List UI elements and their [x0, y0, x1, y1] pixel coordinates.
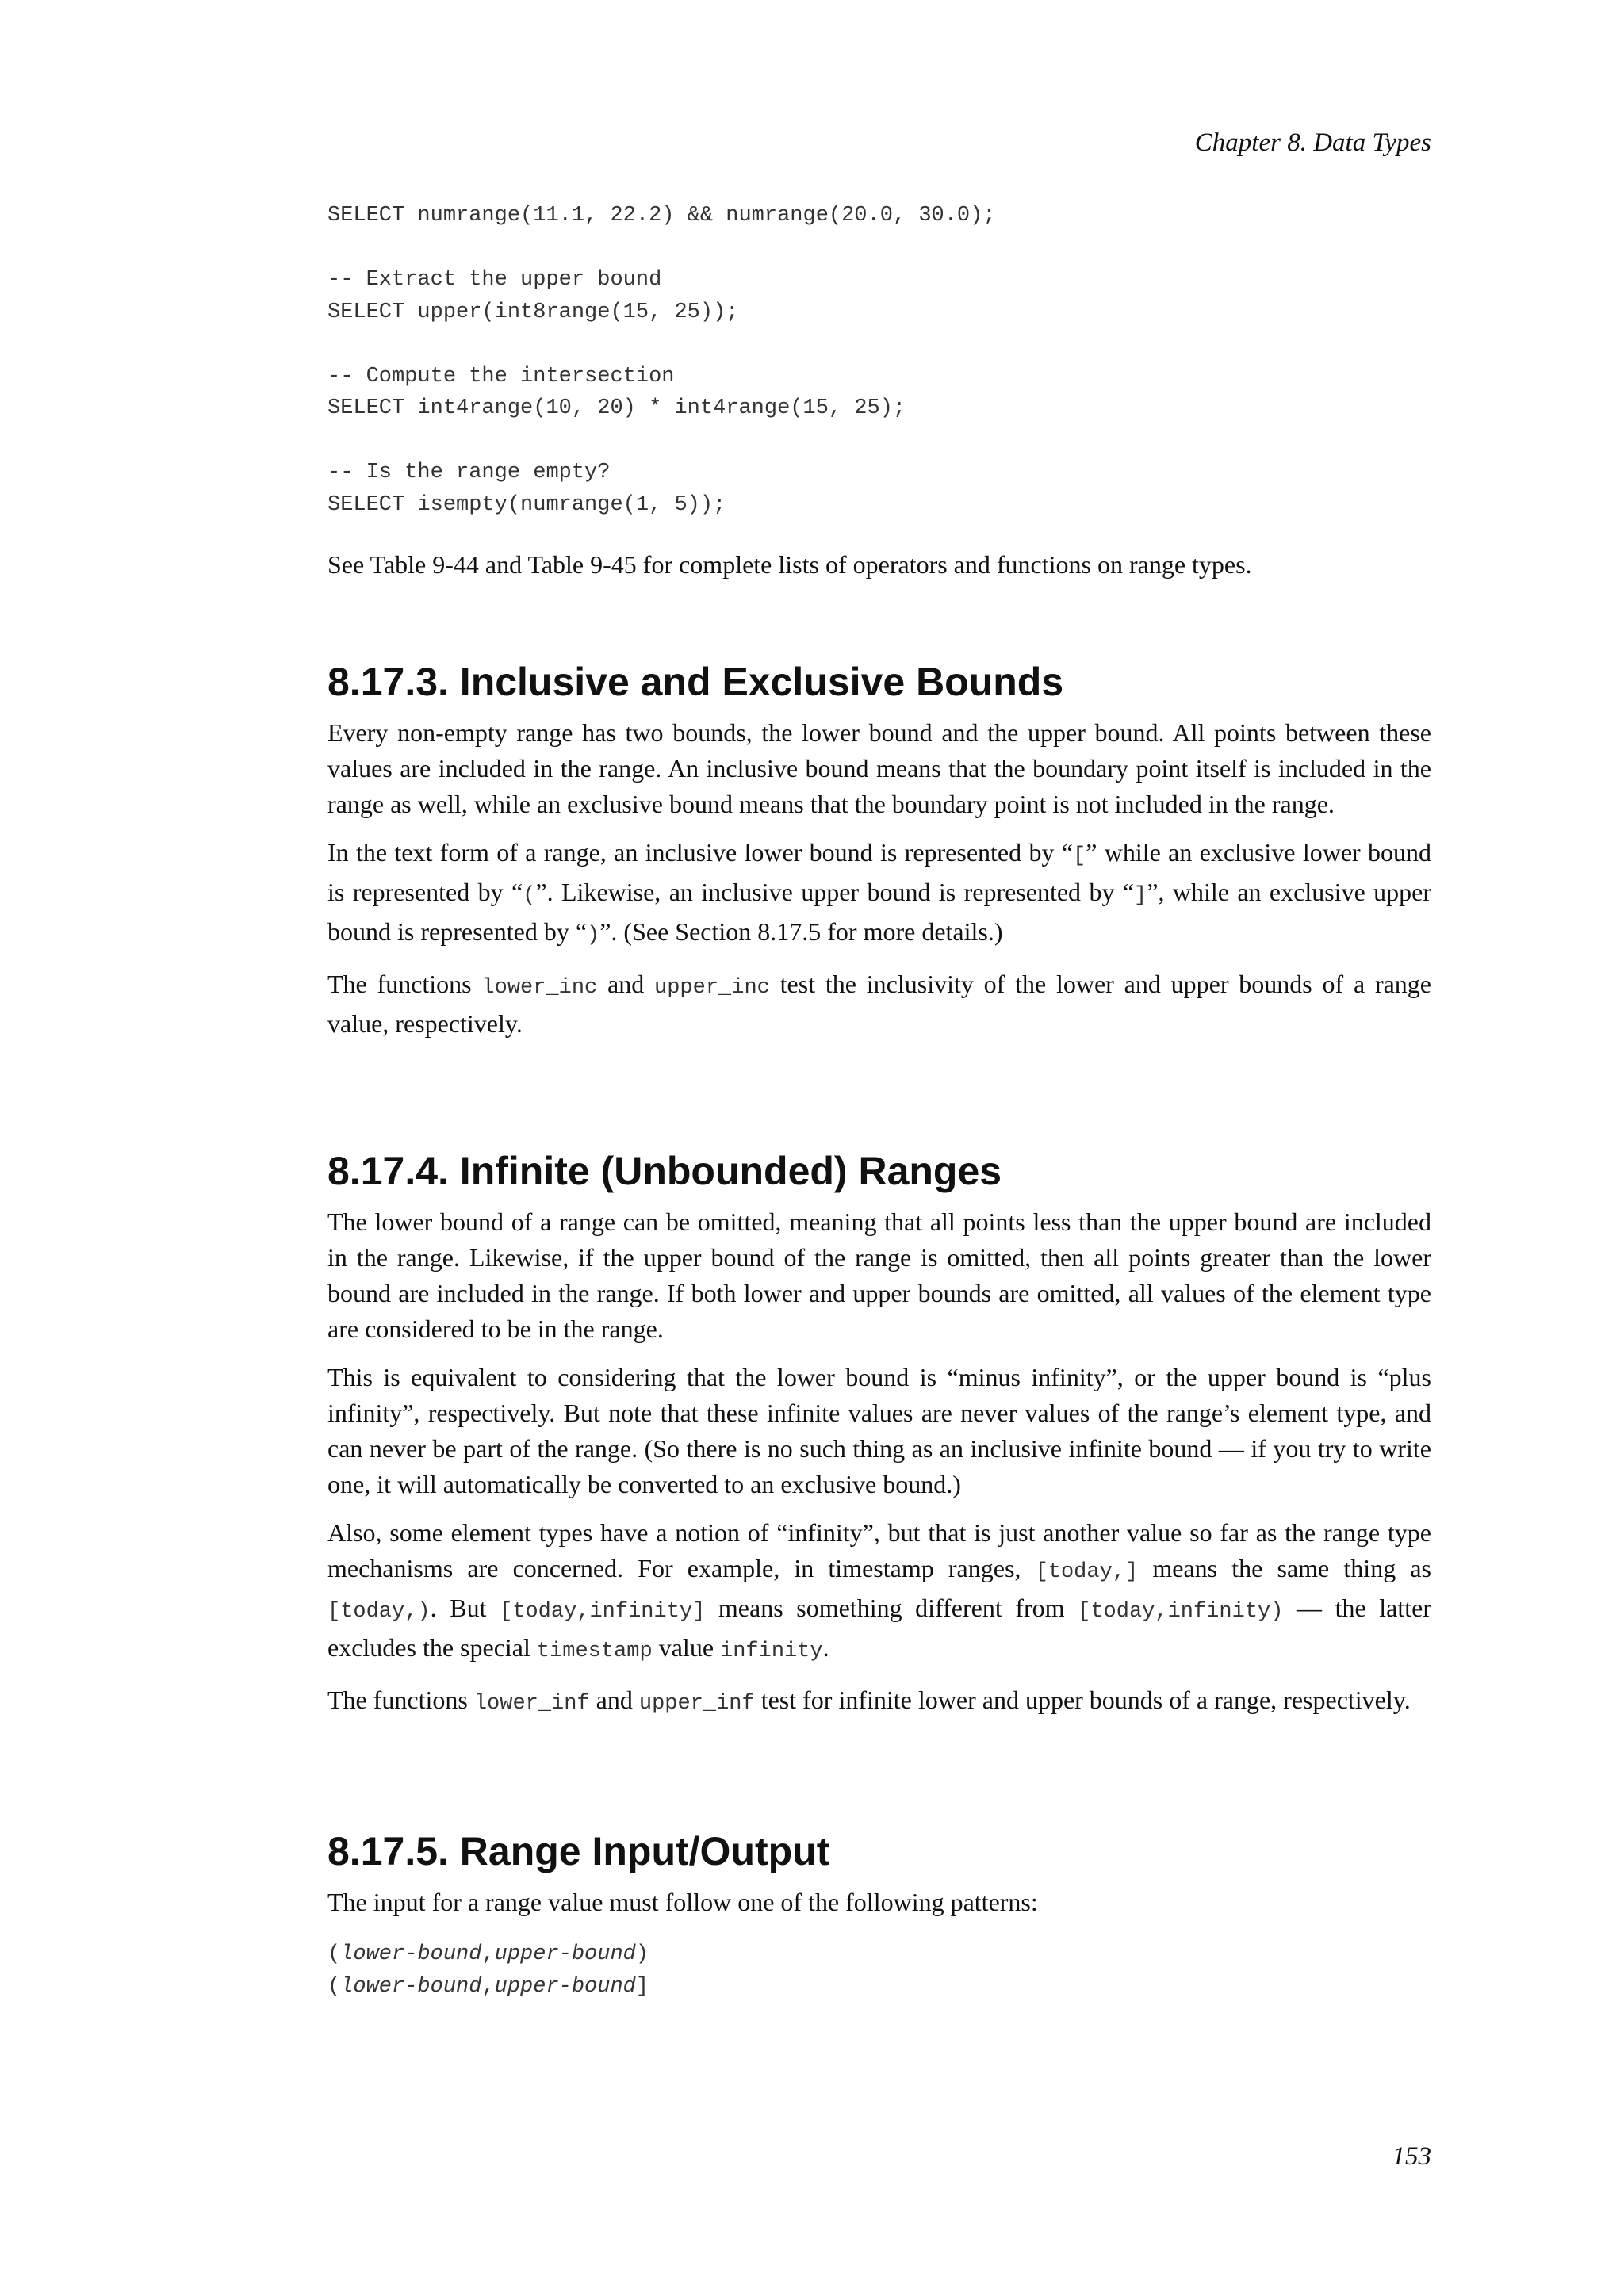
inline-code: timestamp — [536, 1640, 653, 1663]
inline-code: lower_inf — [473, 1692, 590, 1716]
section-heading: 8.17.5. Range Input/Output — [327, 1829, 830, 1873]
code-line: SELECT numrange(11.1, 22.2) && numrange(20.0, 30.0); — [327, 204, 996, 228]
paragraph: The lower bound of a range can be omitted, meaning that all points less than the upper bound are included in the range. Likewise, if the upper bound of the range is omitted, then all points greater than the lower bound are included in the range. If both lower and upper bounds are omitted, all values of the element type are considered to be in the range. — [327, 1207, 1431, 1343]
input-patterns — [327, 1942, 1431, 2007]
inline-code: ( — [523, 884, 536, 908]
section-8-17-5 — [327, 1827, 1431, 2007]
paragraph-inc-functions: The functions lower_inc and upper_inc test the inclusivity of the lower and upper bounds of a range value, respectively. — [327, 970, 1432, 1038]
code-line — [327, 425, 1431, 457]
code-line: -- Compute the intersection — [327, 364, 675, 388]
paragraph-infinity-values: Also, some element types have a notion of “infinity”, but that is just another value so far as the range type mechanisms are concerned. For example, in timestamp ranges, [today,] means the same thing as [today,). But [today,infinity] means something different from [today,infinity) — the latter excludes the special timestamp value infinity. — [327, 1518, 1432, 1663]
pattern-line: (lower-bound,upper-bound] — [327, 1975, 649, 1999]
code-line: -- Is the range empty? — [327, 461, 611, 484]
inline-code: lower_inc — [481, 976, 598, 1000]
paragraph: See Table 9-44 and Table 9-45 for complete lists of operators and functions on range types. — [327, 550, 1252, 579]
pattern-line: (lower-bound,upper-bound) — [327, 1942, 649, 1966]
code-line: SELECT isempty(numrange(1, 5)); — [327, 492, 726, 517]
running-header: Chapter 8. Data Types — [1194, 128, 1431, 157]
section-8-17-3 — [327, 658, 1431, 1042]
paragraph: Every non-empty range has two bounds, the lower bound and the upper bound. All points between these values are included in the range. An inclusive bound means that the boundary point itself is included in the range as well, while an exclusive bound means that the boundary point is not included in the range. — [327, 718, 1431, 818]
inline-code: ] — [1134, 884, 1147, 908]
code-line: SELECT upper(int8range(15, 25)); — [327, 300, 739, 324]
inline-code: [today,) — [327, 1600, 431, 1624]
inline-code: infinity — [720, 1640, 823, 1663]
section-heading: 8.17.4. Infinite (Unbounded) Ranges — [327, 1149, 1002, 1193]
code-line: -- Extract the upper bound — [327, 268, 662, 292]
inline-code: upper_inc — [654, 976, 770, 1000]
code-block — [327, 200, 1431, 521]
paragraph: The input for a range value must follow one of the following patterns: — [327, 1888, 1038, 1916]
inline-code: [today,infinity) — [1078, 1600, 1284, 1624]
inline-code: ) — [587, 924, 600, 947]
code-example — [327, 200, 1431, 521]
paragraph-inf-functions: The functions lower_inf and upper_inf test for infinite lower and upper bounds of a range, respectively. — [327, 1686, 1411, 1716]
section-heading: 8.17.3. Inclusive and Exclusive Bounds — [327, 660, 1064, 704]
inline-code: upper_inf — [638, 1692, 755, 1716]
page-number: 153 — [1392, 2142, 1431, 2171]
code-line: SELECT int4range(10, 20) * int4range(15, 25); — [327, 396, 906, 420]
inline-code: [today,infinity] — [500, 1600, 706, 1624]
inline-code: [ — [1072, 844, 1086, 868]
paragraph-bound-notation: In the text form of a range, an inclusive lower bound is represented by “[” while an exclusive lower bound is represented by “(”. Likewise, an inclusive upper bound is represented by “]”, while an exclusive upper bound is represented by “)”. (See Section 8.17.5 for more details.) — [327, 838, 1432, 947]
code-line — [327, 232, 1431, 265]
paragraph: This is equivalent to considering that the lower bound is “minus infinity”, or the upper bound is “plus infinity”, respectively. But note that these infinite values are never values of the range’s element type, and can never be part of the range. (So there is no such thing as an inclusive infinite bound — if you try to write one, it will automatically be converted to an exclusive bound.) — [327, 1363, 1431, 1498]
inline-code: [today,] — [1035, 1560, 1139, 1584]
paragraph-see-tables — [327, 547, 1431, 583]
code-line — [327, 328, 1431, 361]
section-8-17-4 — [327, 1147, 1431, 1722]
